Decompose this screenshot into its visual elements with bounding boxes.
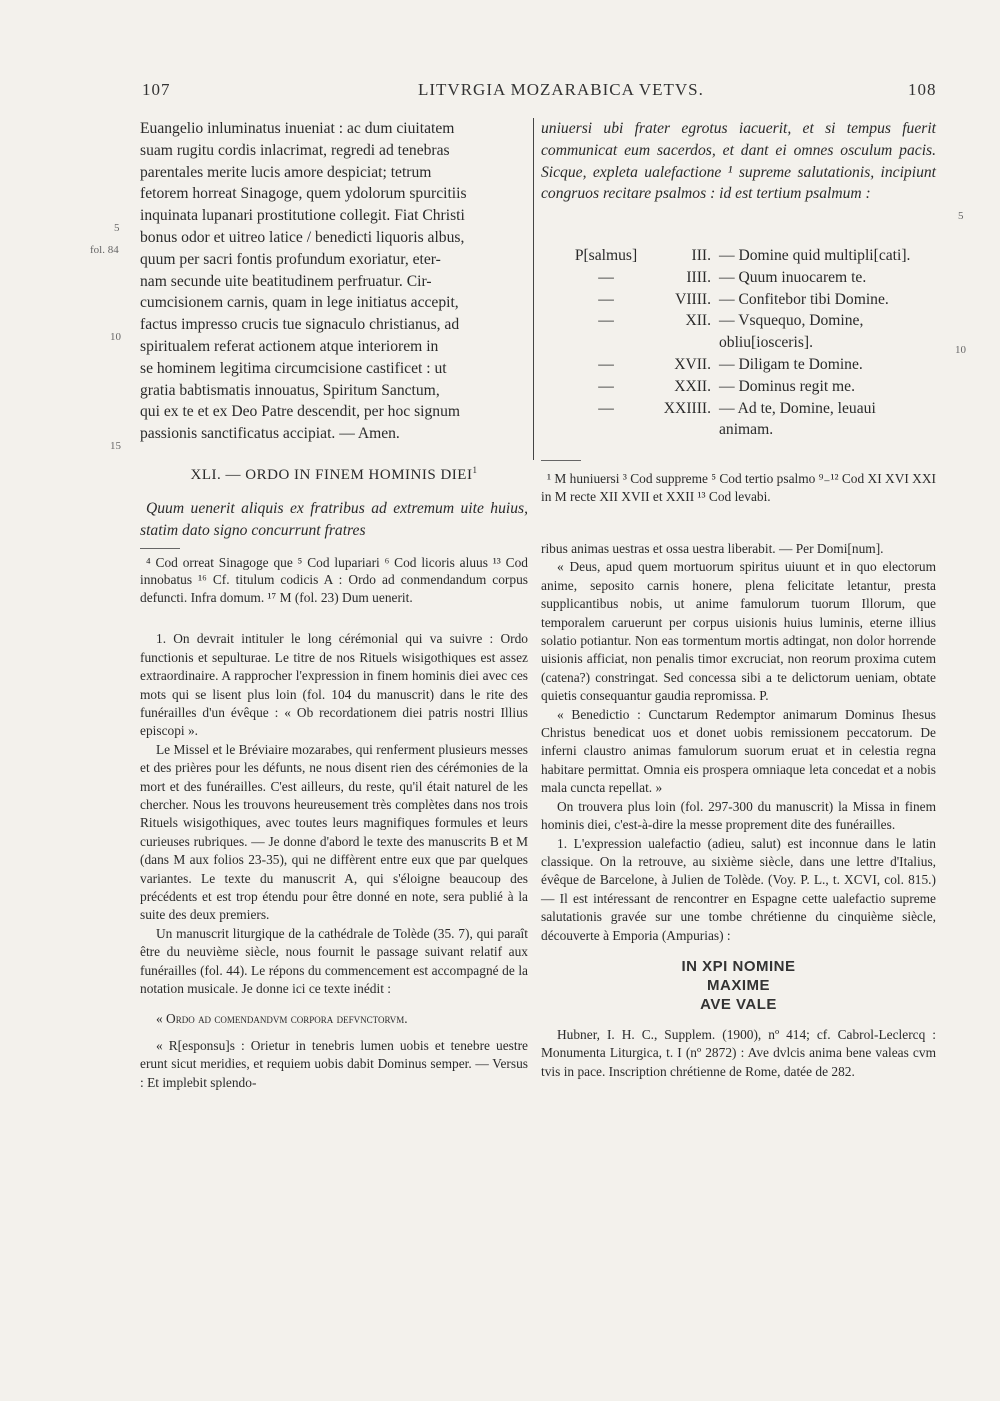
psalm-label: — bbox=[598, 355, 614, 373]
text-line: qui ex te et ex Deo Patre descendit, per hoc signum bbox=[140, 403, 461, 421]
commentary-paragraph: 1. On devrait intituler le long cérémonial qui va suivre : Ordo functionis et sepulturae. Le titre de nos Rituels wisigothiques est assez extraordinaire. A rapprocher l'expression in finem hominis diei avec ces mots qui se lisent plus loin (fol. 104 du manuscrit) dans le rite des funérailles d'un évêque : « Ob recordationem diei patris nostri Illius episcopi ». bbox=[140, 631, 528, 739]
footnote-marker: 1 bbox=[472, 464, 478, 475]
footnotes-left: ⁴ Cod orreat Sinagoge que ⁵ Cod lupariari ⁶ Cod licoris aluus ¹³ Cod innobatus ¹⁶ Cf. titulum codicis A : Ordo ad conmendandum corpus defuncti. Infra domum. ¹⁷ M (fol. 23) Dum uenerit. bbox=[140, 554, 528, 605]
right-column bbox=[541, 118, 936, 205]
psalm-incipit: — Vsquequo, Domine, obliu[iosceris]. bbox=[719, 312, 864, 352]
commentary-paragraph: « Benedictio : Cunctarum Redemptor animarum Dominus Ihesus Christus benedicat uos et donet uobis remissionem peccatorum. De inferni claustro animas famulorum suorum eruat et in celestia regna habitare permittat. Omnia eis prospera omniaque leta concedat et a nobis mala cuncta repellat. » bbox=[541, 706, 936, 796]
commentary-left bbox=[140, 630, 528, 1092]
text-line: cumcisionem carnis, quam in lege initiatus accepit, bbox=[140, 294, 459, 312]
inscription-line: AVE VALE bbox=[700, 995, 777, 1013]
text-line: passionis sanctificatus accipiat. — Amen. bbox=[140, 425, 400, 443]
commentary-paragraph: 1. L'expression ualefactio (adieu, salut) est inconnue dans le latin classique. On la retrouve, au sixième siècle, dans une lettre d'Italius, évêque de Barcelone, à Julien de Tolède. (Voy. P. L., t. XCVI, col. 815.) — Il est intéressant de rencontrer en Espagne cette ualefactio supreme salutationis gravée sur une tombe chrétienne du cinquième siècle, découverte à Emporia (Ampurias) : bbox=[541, 835, 936, 943]
commentary-paragraph: Un manuscrit liturgique de la cathédrale de Tolède (35. 7), qui paraît être du neuvième siècle, nous fournit le passage suivant relatif aux funérailles (fol. 44). Le répons du commencement est accompagné de la notation musicale. Je donne ici ce texte inédit : bbox=[140, 925, 528, 997]
text-line: gratia babtismatis innouatus, Spiritum Sanctum, bbox=[140, 381, 440, 399]
line-number: 5 bbox=[958, 210, 964, 222]
text-line: parentales merite lucis amore despiciat; tetrum bbox=[140, 163, 432, 181]
text-line: fetorem horreat Sinagoge, quem ydolorum spurcitiis bbox=[140, 185, 467, 203]
line-number: 10 bbox=[955, 344, 966, 356]
page-number-left: 107 bbox=[142, 80, 171, 99]
psalm-label: — bbox=[598, 377, 614, 395]
psalm-row bbox=[565, 289, 940, 311]
footnote-rule bbox=[140, 548, 180, 549]
page-number-right: 108 bbox=[908, 80, 937, 99]
text-line: nam secunde uite beatitudinem perfruatur. Cir- bbox=[140, 272, 432, 290]
psalm-incipit: — Diligam te Domine. bbox=[719, 355, 863, 373]
psalm-number: VIIII. bbox=[675, 290, 711, 308]
psalm-number: XVII. bbox=[674, 355, 711, 373]
text-line: bonus odor et uitreo latice / benedicti liquoris albus, bbox=[140, 228, 465, 246]
commentary-paragraph: On trouvera plus loin (fol. 297-300 du manuscrit) la Missa in finem hominis diei, c'est-à-dire la messe proprement dite des funérailles. bbox=[541, 798, 936, 833]
psalm-number: III. bbox=[691, 247, 711, 264]
psalm-incipit: — Dominus regit me. bbox=[719, 377, 855, 395]
line-number: 15 bbox=[110, 440, 121, 452]
section-title bbox=[140, 465, 528, 484]
folio-marker: fol. 84 bbox=[90, 244, 119, 256]
psalm-number: XII. bbox=[685, 312, 711, 330]
psalm-label: — bbox=[598, 399, 614, 417]
section-title-text: XLI. — ORDO IN FINEM HOMINIS DIEI bbox=[190, 466, 473, 483]
psalm-row bbox=[565, 354, 940, 376]
line-number: 5 bbox=[114, 222, 120, 234]
text-line: spiritualem referat actionem atque interiorem in bbox=[140, 337, 439, 355]
line-number: 10 bbox=[110, 331, 121, 343]
rubric-continued: uniuersi ubi frater egrotus iacuerit, et si tempus fuerit communicat eum sacerdos, et dant ei omnes osculum pacis. Sicque, expleta ualefactione ¹ supreme salutationis, incipiunt congruos recitare psalmos : id est tertium psalmum : bbox=[541, 120, 936, 203]
inscription-line: IN XPI NOMINE bbox=[681, 957, 796, 975]
psalm-incipit: — Ad te, Domine, leuaui animam. bbox=[719, 399, 876, 439]
latin-text-left bbox=[140, 118, 528, 445]
psalm-row bbox=[565, 398, 940, 442]
psalm-label: — bbox=[598, 268, 614, 286]
footnote-rule bbox=[541, 460, 581, 461]
psalm-label: — bbox=[598, 312, 614, 330]
text-line: quum per sacri fontis profundum exoriatur, eter- bbox=[140, 250, 441, 268]
text-line: suam rugitu cordis inlacrimat, regredi ad tenebras bbox=[140, 141, 450, 159]
commentary-right bbox=[541, 540, 936, 1081]
commentary-paragraph: « R[esponsu]s : Orietur in tenebris lumen uobis et tenebre uestre erunt sicut meridies, et requiem uobis dabit Dominus semper. — Versus : Et implebit splendo- bbox=[140, 1037, 528, 1090]
left-column bbox=[140, 118, 528, 1092]
psalm-label: — bbox=[598, 290, 614, 308]
inscription-line: MAXIME bbox=[707, 976, 770, 994]
text-line: factus impresso crucis tue signaculo christianus, ad bbox=[140, 316, 460, 334]
psalm-row bbox=[565, 376, 940, 398]
text-line: se hominem legitima circumcisione castificet : ut bbox=[140, 359, 447, 377]
rubric: Quum uenerit aliquis ex fratribus ad extremum uite huius, statim dato signo concurrunt fratres bbox=[140, 499, 528, 539]
footnotes-right: ¹ M huniuersi ³ Cod suppreme ⁵ Cod tertio psalmo ⁹₋¹² Cod XI XVI XXI in M recte XII XVII et XXII ¹³ Cod levabi. bbox=[541, 471, 936, 504]
inscription bbox=[541, 957, 936, 1014]
commentary-paragraph: « Deus, apud quem mortuorum spiritus uiuunt et in quo electorum anime, seposito carnis honere, plena felicitate letantur, presta supplicantibus nobis, ut anime famulorum tuorum Illorum, que temporalem caruerunt per corpus uisionis huius luminis, eterne illius solatio potiantur. Non eas tormentum mortis adtingat, non dolor horrende uisionis afficiat, non penalis timor excruciat, non reorum proxima cutem (catena?) constringat. Sed concessa sibi a te delictorum ueniam, obtate quietis consequantur gaudia repromissa. P. bbox=[541, 559, 936, 704]
psalm-number: IIII. bbox=[686, 268, 711, 286]
text-line: Euangelio inluminatus inueniat : ac dum ciuitatem bbox=[140, 120, 455, 137]
commentary-paragraph: Le Missel et le Bréviaire mozarabes, qui renferment plusieurs messes et des prières pour les défunts, ne nous disent rien des cérémonies de la mort et des funérailles. C'est ailleurs, du reste, qu'il était naturel de les chercher. Nous les trouvons heureusement très complètes dans nos trois Rituels wisigothiques, avec toutes leurs magnifiques formules et leurs curieuses rubriques. — Je donne d'abord le texte des manuscrits B et M (dans M aux folios 23-35), qui ne diffèrent entre eux que par quelques variantes. Le texte du manuscrit A, qui s'éloigne beaucoup des précédents et est trop étendu pour être donné en note, sera publié à la suite des deux premiers. bbox=[140, 741, 528, 923]
column-divider bbox=[533, 118, 534, 460]
psalm-list bbox=[565, 245, 940, 441]
psalm-row bbox=[565, 245, 940, 267]
psalm-row bbox=[565, 267, 940, 289]
commentary-paragraph: ribus animas uestras et ossa uestra liberabit. — Per Domi[num]. bbox=[541, 541, 884, 556]
commentary-paragraph: « Ordo ad comendandvm corpora defvnctorvm. bbox=[156, 1011, 408, 1027]
psalm-incipit: — Quum inuocarem te. bbox=[719, 268, 867, 286]
psalm-row bbox=[565, 310, 940, 354]
psalm-incipit: — Domine quid multipli[cati]. bbox=[719, 247, 911, 264]
psalm-number: XXII. bbox=[674, 377, 711, 395]
psalm-incipit: — Confitebor tibi Domine. bbox=[719, 290, 889, 308]
commentary-paragraph: Hubner, I. H. C., Supplem. (1900), nº 414; cf. Cabrol-Leclercq : Monumenta Liturgica, t. I (nº 2872) : Ave dvlcis anima bene valeas cvm tvis in pace. Inscription chrétienne de Rome, datée de 282. bbox=[541, 1026, 936, 1079]
running-title: LITVRGIA MOZARABICA VETVS. bbox=[418, 80, 704, 99]
psalm-label: P[salmus] bbox=[574, 247, 638, 264]
text-line: inquinata lupanari prostitutione collegit. Fiat Christi bbox=[140, 207, 465, 225]
psalm-number: XXIIII. bbox=[663, 399, 711, 417]
